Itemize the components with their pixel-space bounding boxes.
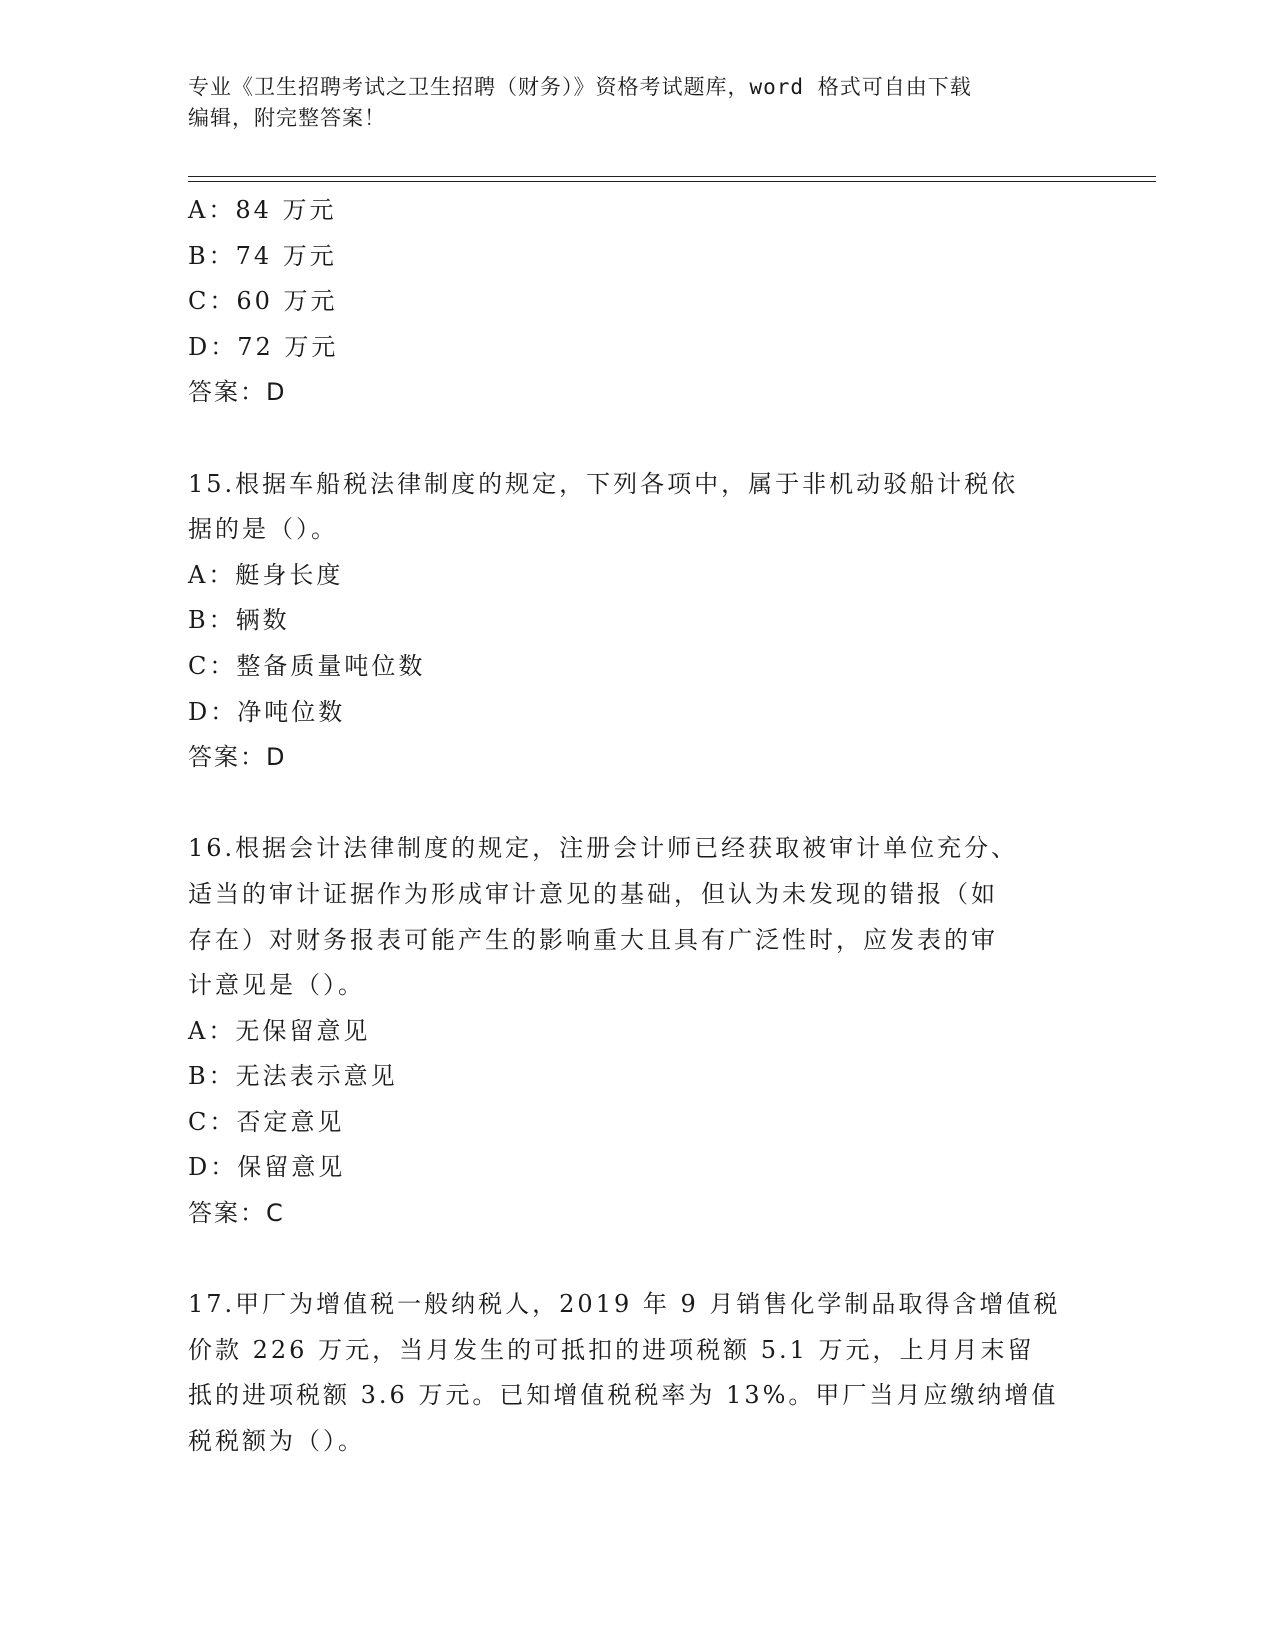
- spacer: [188, 781, 1088, 827]
- q15-stem-line-2: 据的是（）。: [188, 515, 338, 544]
- q15-option-d: D：净吨位数: [188, 697, 346, 726]
- q17-stem-line-1: 17.甲厂为增值税一般纳税人，2019 年 9 月销售化学制品取得含增值税: [188, 1290, 1061, 1319]
- q15-option-b: B：辆数: [188, 606, 290, 635]
- q16-option-c: C：否定意见: [188, 1107, 345, 1136]
- q16-option-a: A：无保留意见: [188, 1016, 371, 1045]
- q16-stem-line-4: 计意见是（）。: [188, 971, 365, 1000]
- q17-stem-line-2: 价款 226 万元，当月发生的可抵扣的进项税额 5.1 万元，上月月末留: [188, 1335, 1035, 1364]
- q15-stem-line-1: 15.根据车船税法律制度的规定，下列各项中，属于非机动驳船计税依: [188, 469, 1019, 498]
- prev-option-a: A：84 万元: [188, 196, 337, 224]
- prev-option-b: B：74 万元: [188, 241, 337, 270]
- prev-option-c: C：60 万元: [188, 287, 338, 316]
- spacer: [188, 1237, 1088, 1283]
- q16-stem-line-2: 适当的审计证据作为形成审计意见的基础，但认为未发现的错报（如: [188, 879, 998, 908]
- q16-option-b: B：无法表示意见: [188, 1062, 398, 1091]
- document-header: [188, 72, 1078, 134]
- q17-stem-line-4: 税税额为（）。: [188, 1427, 365, 1456]
- q15-option-c: C：整备质量吨位数: [188, 651, 426, 680]
- q16-stem-line-3: 存在）对财务报表可能产生的影响重大且具有广泛性时，应发表的审: [188, 925, 998, 954]
- q15-option-a: A：艇身长度: [188, 560, 344, 589]
- q16-stem-line-1: 16.根据会计法律制度的规定，注册会计师已经获取被审计单位充分、: [188, 834, 1019, 863]
- q15-answer: 答案：D: [188, 743, 287, 772]
- q17-stem-line-3: 抵的进项税额 3.6 万元。已知增值税税率为 13%。甲厂当月应缴纳增值: [188, 1381, 1059, 1410]
- prev-answer: 答案：D: [188, 378, 287, 407]
- spacer: [188, 416, 1088, 462]
- question-content: [188, 188, 1088, 1465]
- header-divider-top: [188, 176, 1156, 177]
- q16-option-d: D：保留意见: [188, 1153, 346, 1182]
- prev-option-d: D：72 万元: [188, 332, 339, 361]
- q16-answer: 答案：C: [188, 1199, 285, 1228]
- header-line-1: 专业《卫生招聘考试之卫生招聘（财务）》资格考试题库，word 格式可自由下载: [188, 75, 972, 99]
- header-line-2: 编辑，附完整答案！: [188, 106, 386, 130]
- header-divider-bottom: [188, 181, 1156, 182]
